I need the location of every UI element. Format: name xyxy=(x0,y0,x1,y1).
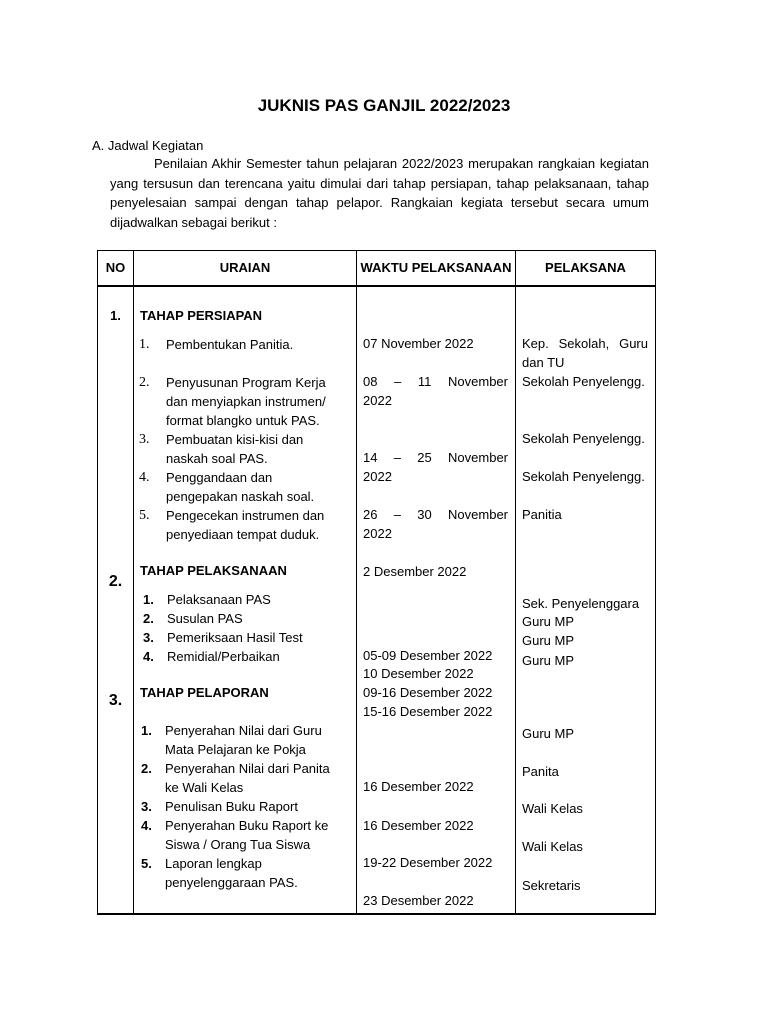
list-item: 5. Laporan lengkap penyelenggaraan PAS. xyxy=(141,856,298,890)
stage-3-items xyxy=(141,721,330,892)
list-item: 1. Pelaksanaan PAS xyxy=(143,592,271,607)
list-item: 3. Pembuatan kisi-kisi dan naskah soal PAS. xyxy=(139,432,304,466)
time-stage1-3-year: 2022 xyxy=(363,526,392,541)
list-item: 4. Penggandaan dan pengepakan naskah soal. xyxy=(139,470,315,504)
executor-stage1-0: Kep. Sekolah, Guru xyxy=(522,336,648,351)
list-item: 3. Penulisan Buku Raport xyxy=(141,799,298,814)
time-block-2: 09-16 Desember 2022 xyxy=(363,685,493,700)
executor-stage2-1: Guru MP xyxy=(522,614,575,629)
executor-stage3-2: Wali Kelas xyxy=(522,801,583,816)
time-block2-1: 16 Desember 2022 xyxy=(363,818,474,833)
table-border-right xyxy=(655,250,656,915)
list-item: 5. Pengecekan instrumen dan penyediaan tempat duduk. xyxy=(139,508,325,542)
table-col-divider-1 xyxy=(133,250,134,915)
list-item: 1. Pembentukan Panitia. xyxy=(139,337,294,352)
time-block-0: 05-09 Desember 2022 xyxy=(363,648,493,663)
header-waktu: WAKTU PELAKSANAAN xyxy=(360,260,512,275)
stage-3-number: 3. xyxy=(108,692,123,709)
executor-stage2-0: Sek. Penyelenggara xyxy=(522,596,640,611)
executor-stage3-4: Sekretaris xyxy=(522,878,581,893)
executor-stage2-3: Guru MP xyxy=(522,653,575,668)
intro-paragraph: Penilaian Akhir Semester tahun pelajaran 2022/2023 merupakan rangkaian kegiatan yang tersusun dan terencana yaitu dimulai dari tahap persiapan, tahap pelaksanaan, tahap penyelesaian sampai dengan tahap pelapor. Rangkaian kegiata tersebut secara umum dijadwalkan sebagai berikut : xyxy=(110,156,649,230)
page-title: JUKNIS PAS GANJIL 2022/2023 xyxy=(257,96,511,115)
stage-1-title: TAHAP PERSIAPAN xyxy=(140,308,263,323)
executor-stage1-3: Sekolah Penyelengg. xyxy=(522,469,645,484)
section-heading: A. Jadwal Kegiatan xyxy=(92,138,204,153)
list-item: 4. Penyerahan Buku Raport ke Siswa / Orang Tua Siswa xyxy=(141,818,329,852)
executor-stage1-4: Panitia xyxy=(522,507,562,522)
time-block2-2: 19-22 Desember 2022 xyxy=(363,855,493,870)
header-pelaksana: PELAKSANA xyxy=(545,260,626,275)
table-border-bottom xyxy=(97,913,655,915)
list-item: 2. Penyerahan Nilai dari Panita ke Wali Kelas xyxy=(141,761,330,795)
stage-2-items xyxy=(143,590,303,666)
executor-stage1-1: Sekolah Penyelengg. xyxy=(522,374,645,389)
header-no: NO xyxy=(105,260,126,275)
time-block-3: 15-16 Desember 2022 xyxy=(363,704,493,719)
time-stage1-1-year: 2022 xyxy=(363,393,392,408)
list-item: 2. Susulan PAS xyxy=(143,611,243,626)
stage-1-number: 1. xyxy=(110,308,121,323)
time-stage1-0: 07 November 2022 xyxy=(363,336,474,351)
time-stage1-2: 14 – 25 November xyxy=(363,450,508,465)
stage-2-title: TAHAP PELAKSANAAN xyxy=(140,563,287,578)
time-stage1-2-year: 2022 xyxy=(363,469,392,484)
table-header-divider xyxy=(97,285,655,287)
executor-stage2-2: Guru MP xyxy=(522,633,575,648)
stage-3-title: TAHAP PELAPORAN xyxy=(140,685,269,700)
executor-stage1-0b: dan TU xyxy=(522,355,565,370)
time-block2-3: 23 Desember 2022 xyxy=(363,893,474,908)
time-stage1-3: 26 – 30 November xyxy=(363,507,508,522)
time-block2-0: 16 Desember 2022 xyxy=(363,779,474,794)
executor-stage3-3: Wali Kelas xyxy=(522,839,583,854)
stage-1-items xyxy=(139,335,326,544)
time-stage1-1: 08 – 11 November xyxy=(363,374,508,389)
list-item: 3. Pemeriksaan Hasil Test xyxy=(143,630,303,645)
executor-stage3-1: Panita xyxy=(522,764,559,779)
table-col-divider-2 xyxy=(356,250,357,915)
time-stage2-0: 2 Desember 2022 xyxy=(363,564,467,579)
list-item: 2. Penyusunan Program Kerja dan menyiapkan instrumen/ format blangko untuk PAS. xyxy=(139,375,326,428)
time-block-1: 10 Desember 2022 xyxy=(363,666,474,681)
list-item: 4. Remidial/Perbaikan xyxy=(143,649,280,664)
header-uraian: URAIAN xyxy=(219,260,271,275)
list-item: 1. Penyerahan Nilai dari Guru Mata Pelajaran ke Pokja xyxy=(141,723,322,757)
table-col-divider-3 xyxy=(515,250,516,915)
executor-stage3-0: Guru MP xyxy=(522,726,575,741)
executor-stage1-2: Sekolah Penyelengg. xyxy=(522,431,645,446)
stage-2-number: 2. xyxy=(108,573,123,590)
